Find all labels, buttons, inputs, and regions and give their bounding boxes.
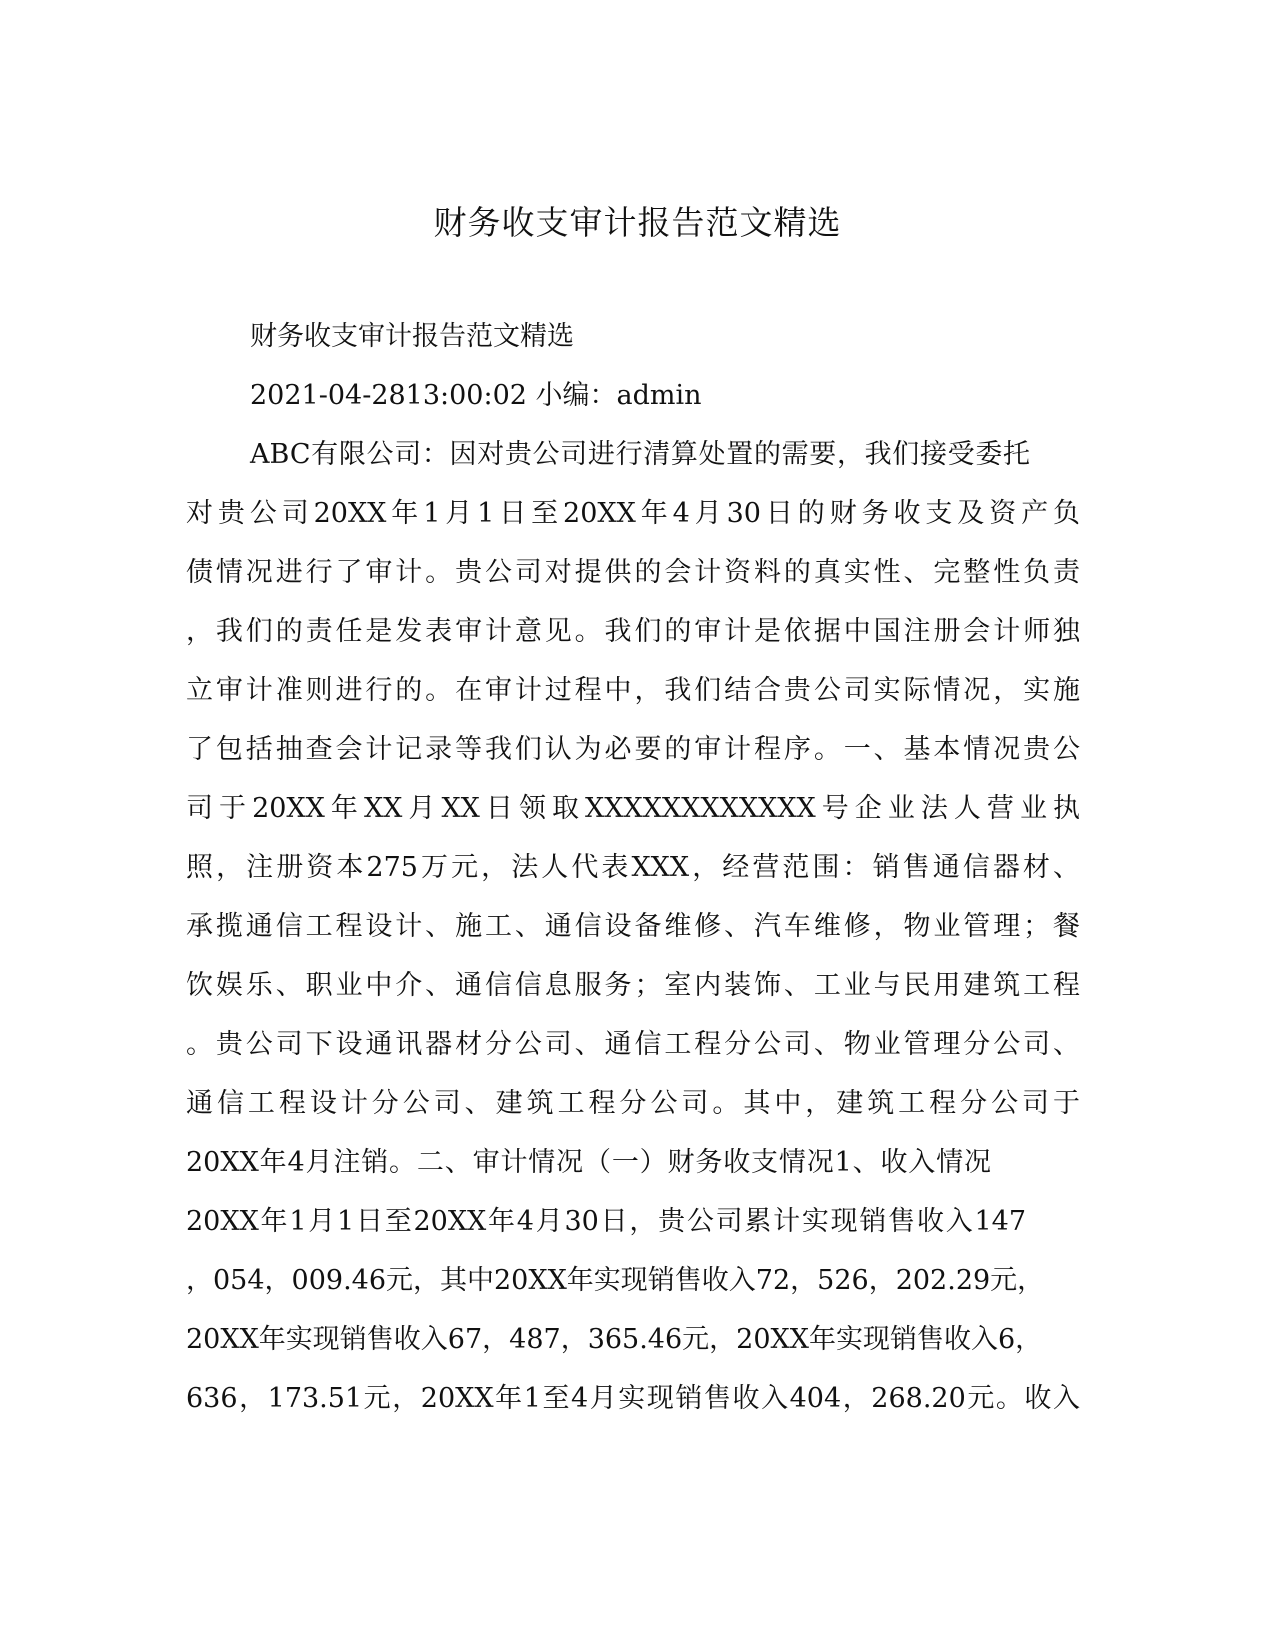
body-line: 636，173.51元，20XX年1至4月实现销售收入404，268.20元。收入	[186, 1383, 1080, 1414]
body-line: 20XX年1月1日至20XX年4月30日，贵公司累计实现销售收入147	[186, 1206, 1026, 1237]
body-line: 。贵公司下设通讯器材分公司、通信工程分公司、物业管理分公司、	[186, 1029, 1080, 1060]
document-title: 财务收支审计报告范文精选	[433, 203, 842, 242]
document-subtitle: 财务收支审计报告范文精选	[250, 321, 574, 352]
body-line: 债情况进行了审计。贵公司对提供的会计资料的真实性、完整性负责	[186, 557, 1080, 588]
body-line: 20XX年4月注销。二、审计情况（一）财务收支情况1、收入情况	[186, 1147, 991, 1178]
body-line: 了包括抽查会计记录等我们认为必要的审计程序。一、基本情况贵公	[186, 734, 1080, 765]
body-line: 承揽通信工程设计、施工、通信设备维修、汽车维修，物业管理；餐	[186, 911, 1080, 942]
body-line: 立审计准则进行的。在审计过程中，我们结合贵公司实际情况，实施	[186, 675, 1080, 706]
body-line: ，054，009.46元，其中20XX年实现销售收入72，526，202.29元，	[186, 1265, 1045, 1296]
body-line: ，我们的责任是发表审计意见。我们的审计是依据中国注册会计师独	[186, 616, 1080, 647]
body-line: 20XX年实现销售收入67，487，365.46元，20XX年实现销售收入6，	[186, 1324, 1043, 1355]
body-line: ABC有限公司：因对贵公司进行清算处置的需要，我们接受委托	[250, 439, 1030, 470]
document-meta: 2021-04-2813:00:02 小编：admin	[250, 380, 702, 411]
body-line: 司于20XX年XX月XX日领取XXXXXXXXXXXX号企业法人营业执	[186, 793, 1080, 824]
body-line: 通信工程设计分公司、建筑工程分公司。其中，建筑工程分公司于	[186, 1088, 1080, 1119]
body-line: 饮娱乐、职业中介、通信信息服务；室内装饰、工业与民用建筑工程	[186, 970, 1080, 1001]
body-line: 对贵公司20XX年1月1日至20XX年4月30日的财务收支及资产负	[186, 498, 1080, 529]
body-line: 照，注册资本275万元，法人代表XXX，经营范围：销售通信器材、	[186, 852, 1080, 883]
